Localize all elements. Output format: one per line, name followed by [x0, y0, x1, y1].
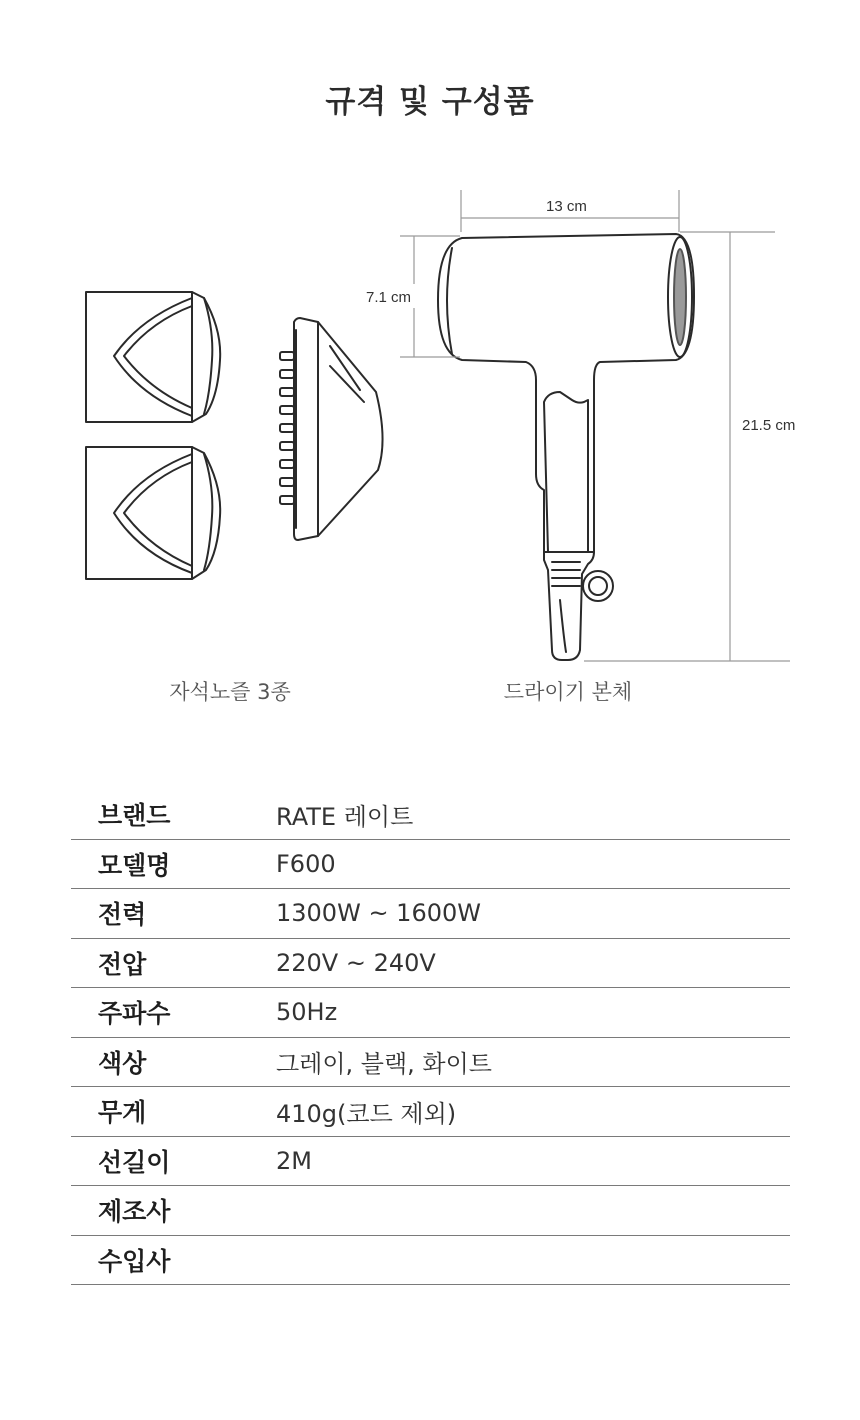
- width-dimension-label: 13 cm: [546, 198, 587, 215]
- spec-table: [71, 790, 790, 1285]
- comb-nozzle-icon: [280, 318, 383, 540]
- spec-value: F600: [276, 849, 336, 878]
- spec-row-frequency: [71, 988, 790, 1038]
- head-height-dimension-label: 7.1 cm: [366, 289, 412, 306]
- spec-label: 전력: [98, 900, 147, 930]
- spec-row-manufacturer: [71, 1186, 790, 1236]
- spec-value: 410g(코드 제외): [276, 1099, 457, 1128]
- product-diagram: [0, 160, 860, 680]
- hair-dryer-icon: [438, 234, 694, 660]
- dryer-body-caption: 드라이기 본체: [503, 680, 633, 704]
- spec-value: 1300W ~ 1600W: [276, 899, 481, 928]
- concentrator-nozzle-1-icon: [86, 292, 220, 422]
- concentrator-nozzle-2-icon: [86, 447, 220, 579]
- spec-value: RATE 레이트: [276, 802, 414, 831]
- spec-label: 색상: [98, 1048, 147, 1078]
- total-height-dimension-label: 21.5 cm: [742, 417, 796, 434]
- spec-label: 선길이: [98, 1147, 171, 1177]
- spec-label: 주파수: [98, 999, 171, 1029]
- spec-row-weight: [71, 1087, 790, 1137]
- spec-row-model: [71, 840, 790, 890]
- spec-value: 220V ~ 240V: [276, 948, 436, 977]
- spec-row-voltage: [71, 939, 790, 989]
- page-title: 규격 및 구성품: [325, 84, 535, 120]
- spec-row-color: [71, 1038, 790, 1088]
- spec-label: 모델명: [98, 850, 171, 880]
- spec-label: 제조사: [98, 1197, 171, 1227]
- nozzles-caption: 자석노즐 3종: [169, 680, 291, 704]
- spec-label: 무게: [98, 1098, 147, 1128]
- spec-row-importer: [71, 1236, 790, 1286]
- spec-label: 전압: [98, 949, 147, 979]
- spec-label: 브랜드: [98, 801, 171, 831]
- spec-value: 그레이, 블랙, 화이트: [276, 1050, 492, 1079]
- spec-row-brand: [71, 790, 790, 840]
- spec-row-power: [71, 889, 790, 939]
- spec-label: 수입사: [98, 1246, 171, 1276]
- spec-value: 2M: [276, 1146, 312, 1175]
- spec-value: 50Hz: [276, 998, 338, 1027]
- spec-row-cord-length: [71, 1137, 790, 1187]
